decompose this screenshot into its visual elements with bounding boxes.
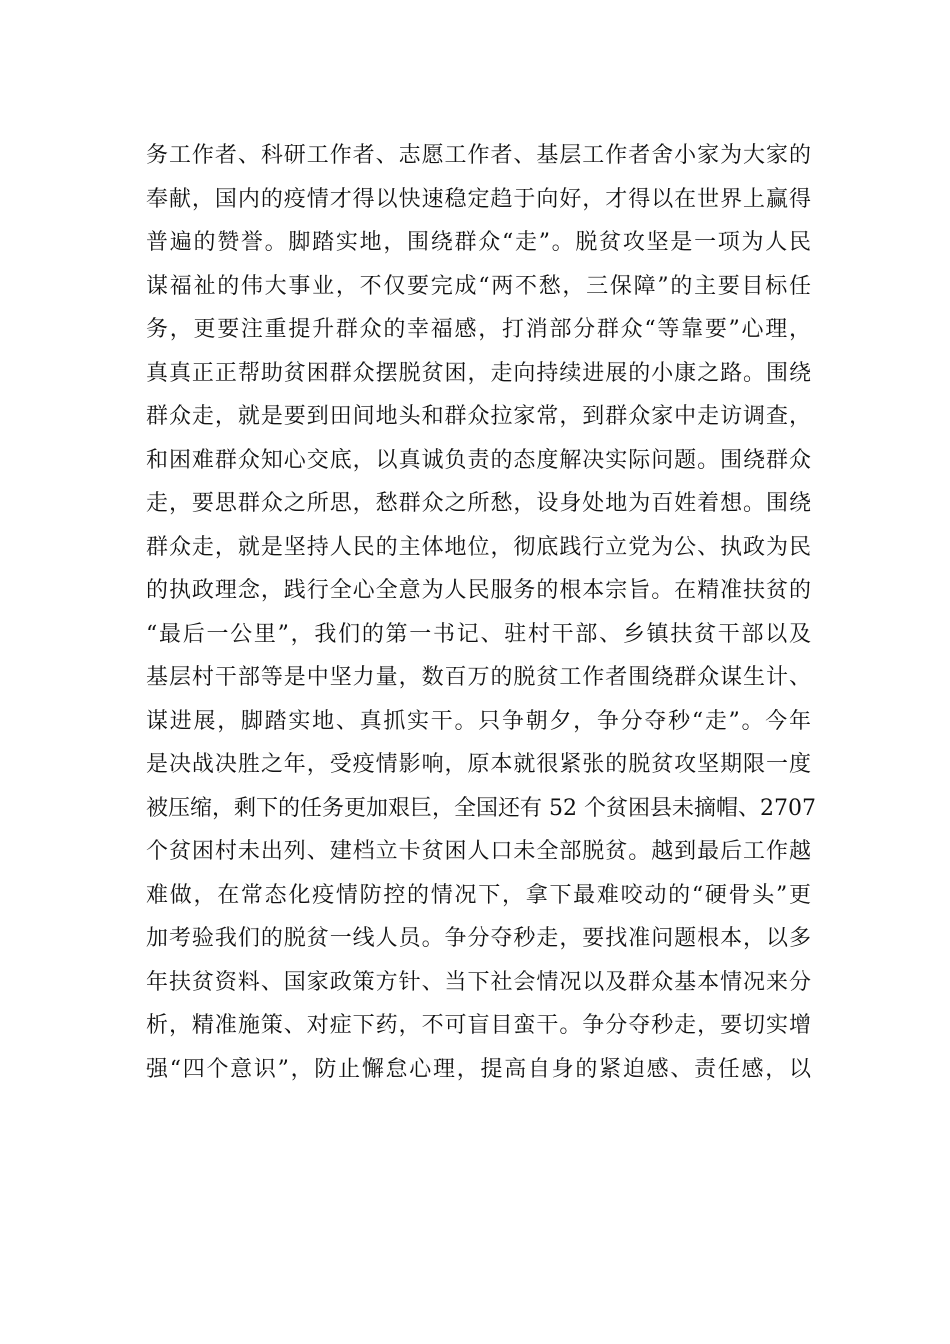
text-line: 谋进展，脚踏实地、真抓实干。只争朝夕，争分夺秒“走”。今年 [146, 708, 811, 734]
text-line: 强“四个意识”，防止懈怠心理，提高自身的紧迫感、责任感，以 [146, 1056, 811, 1082]
text-line: 个贫困村未出列、建档立卡贫困人口未全部脱贫。越到最后工作越 [146, 839, 811, 864]
text-line: 被压缩，剩下的任务更加艰巨，全国还有 52 个贫困县未摘帽、2707 [146, 795, 816, 821]
text-line: 是决战决胜之年，受疫情影响，原本就很紧张的脱贫攻坚期限一度 [146, 752, 811, 777]
text-line: 务工作者、科研工作者、志愿工作者、基层工作者舍小家为大家的 [146, 143, 811, 168]
text-line: 走，要思群众之所思，愁群众之所愁，设身处地为百姓着想。围绕 [146, 491, 811, 516]
text-line: 基层村干部等是中坚力量，数百万的脱贫工作者围绕群众谋生计、 [146, 665, 811, 690]
text-line: 务，更要注重提升群众的幸福感，打消部分群众“等靠要”心理， [146, 317, 811, 342]
text-line: 的执政理念，践行全心全意为人民服务的根本宗旨。在精准扶贫的 [146, 578, 811, 603]
text-line: 群众走，就是要到田间地头和群众拉家常，到群众家中走访调查， [146, 404, 811, 429]
text-line: “最后一公里”，我们的第一书记、驻村干部、乡镇扶贫干部以及 [146, 621, 811, 647]
text-line: 普遍的赞誉。脚踏实地，围绕群众“走”。脱贫攻坚是一项为人民 [146, 230, 811, 255]
text-line: 奉献，国内的疫情才得以快速稳定趋于向好，才得以在世界上赢得 [146, 186, 811, 212]
text-line: 和困难群众知心交底，以真诚负责的态度解决实际问题。围绕群众 [146, 447, 811, 473]
text-line: 难做，在常态化疫情防控的情况下，拿下最难咬动的“硬骨头”更 [146, 882, 811, 908]
text-line: 谋福祉的伟大事业，不仅要完成“两不愁，三保障”的主要目标任 [146, 273, 811, 299]
text-line: 真真正正帮助贫困群众摆脱贫困，走向持续进展的小康之路。围绕 [146, 360, 811, 386]
text-line: 年扶贫资料、国家政策方针、当下社会情况以及群众基本情况来分 [146, 969, 811, 995]
text-line: 群众走，就是坚持人民的主体地位，彻底践行立党为公、执政为民 [146, 534, 811, 560]
body-paragraph [146, 134, 816, 1091]
text-line: 析，精准施策、对症下药，不可盲目蛮干。争分夺秒走，要切实增 [146, 1013, 811, 1038]
text-line: 加考验我们的脱贫一线人员。争分夺秒走，要找准问题根本，以多 [146, 926, 811, 951]
